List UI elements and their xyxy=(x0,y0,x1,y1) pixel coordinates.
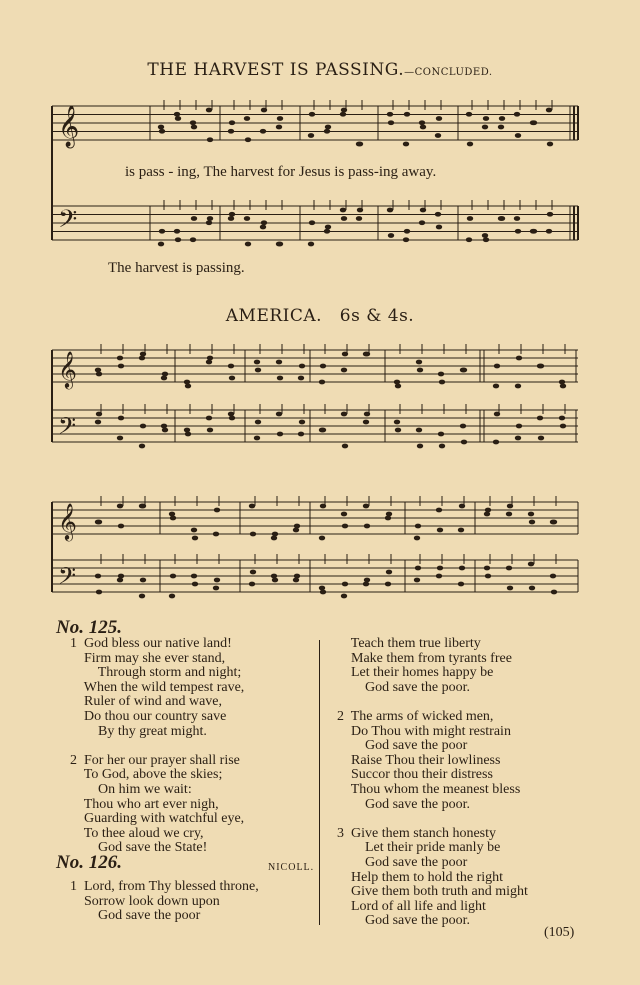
note-head xyxy=(414,536,420,541)
note-head xyxy=(551,520,557,525)
note-head xyxy=(415,566,421,571)
note-head xyxy=(95,368,101,373)
note-head xyxy=(461,368,467,373)
america-meter: 6s & 4s. xyxy=(339,306,415,326)
note-head xyxy=(170,574,176,579)
note-head xyxy=(96,520,102,525)
svg-text:𝄞: 𝄞 xyxy=(58,502,77,540)
note-head xyxy=(255,368,261,373)
note-head xyxy=(117,356,123,361)
note-head xyxy=(559,380,565,385)
note-head xyxy=(363,420,369,425)
note-head xyxy=(341,594,347,599)
note-head xyxy=(528,562,534,567)
note-head xyxy=(255,420,261,425)
verse-line: Through storm and night; xyxy=(70,665,242,681)
note-head xyxy=(485,508,491,513)
note-head xyxy=(386,570,392,575)
note-head xyxy=(118,364,124,369)
verse-line: Help them to hold the right xyxy=(337,869,504,885)
note-head xyxy=(184,380,190,385)
note-head xyxy=(319,586,325,591)
verse-line: Let their homes happy be xyxy=(337,665,494,681)
note-head xyxy=(169,594,175,599)
note-head xyxy=(118,524,124,529)
note-head xyxy=(206,360,212,365)
america-title-text: AMERICA. xyxy=(225,306,323,326)
note-head xyxy=(559,416,565,421)
note-head xyxy=(437,528,443,533)
note-head xyxy=(214,508,220,513)
note-head xyxy=(395,384,401,389)
note-head xyxy=(364,524,370,529)
note-head xyxy=(95,420,101,425)
note-head xyxy=(139,356,145,361)
note-head xyxy=(118,416,124,421)
note-head xyxy=(529,586,535,591)
note-head xyxy=(538,364,544,369)
note-head xyxy=(139,594,145,599)
note-head xyxy=(459,566,465,571)
note-head xyxy=(169,512,175,517)
note-head xyxy=(185,384,191,389)
note-head xyxy=(191,528,197,533)
note-head xyxy=(96,590,102,595)
verse-line: 1 God bless our native land! xyxy=(70,636,232,651)
note-head xyxy=(250,570,256,575)
note-head xyxy=(277,432,283,437)
note-head xyxy=(528,512,534,517)
note-head xyxy=(364,578,370,583)
note-head xyxy=(294,524,300,529)
note-head xyxy=(294,574,300,579)
note-head xyxy=(207,428,213,433)
note-head xyxy=(415,524,421,529)
note-head xyxy=(550,574,556,579)
note-head xyxy=(185,432,191,437)
note-head xyxy=(341,512,347,517)
svg-text:𝄞: 𝄞 xyxy=(58,106,80,147)
harvest-title-text: THE HARVEST IS PASSING. xyxy=(147,60,405,80)
note-head xyxy=(272,532,278,537)
note-head xyxy=(394,380,400,385)
verse-line: Lord of all life and light xyxy=(337,898,486,914)
note-head xyxy=(319,536,325,541)
note-head xyxy=(493,384,499,389)
note-head xyxy=(363,504,369,509)
verse-line: God save the poor xyxy=(337,738,468,754)
harvest-lyric-lower: The harvest is passing. xyxy=(108,260,245,276)
note-head xyxy=(161,424,167,429)
verse-line: Do thou our country save xyxy=(70,708,227,724)
verse-line: 1 Lord, from Thy blessed throne, xyxy=(70,879,259,894)
note-head xyxy=(213,586,219,591)
note-head xyxy=(385,516,391,521)
note-head xyxy=(254,360,260,365)
note-head xyxy=(117,436,123,441)
note-head xyxy=(213,532,219,537)
note-head xyxy=(162,372,168,377)
note-head xyxy=(117,578,123,583)
note-head xyxy=(320,590,326,595)
note-head xyxy=(320,364,326,369)
verse-line: Firm may she ever stand, xyxy=(70,650,226,666)
verse-line: Do Thou with might restrain xyxy=(337,723,511,739)
note-head xyxy=(439,380,445,385)
note-head xyxy=(516,424,522,429)
verse-line: God save the poor xyxy=(337,854,468,870)
note-head xyxy=(95,574,101,579)
verse-line: God save the poor. xyxy=(337,913,470,929)
note-head xyxy=(461,440,467,445)
note-head xyxy=(249,582,255,587)
hymn-126-composer: NICOLL. xyxy=(268,862,315,873)
verse-line: On him we wait: xyxy=(70,781,192,797)
note-head xyxy=(515,436,521,441)
note-head xyxy=(207,356,213,361)
note-head xyxy=(414,578,420,583)
note-head xyxy=(506,512,512,517)
note-head xyxy=(560,424,566,429)
verse-line: 2 For her our prayer shall rise xyxy=(70,752,240,768)
note-head xyxy=(437,566,443,571)
note-head xyxy=(529,520,535,525)
note-head xyxy=(271,574,277,579)
verse-line: Make them from tyrants free xyxy=(337,650,512,666)
note-head xyxy=(277,376,283,381)
note-head xyxy=(139,444,145,449)
note-head xyxy=(436,508,442,513)
verse-line: God save the poor xyxy=(70,908,201,924)
note-head xyxy=(417,368,423,373)
note-head xyxy=(293,578,299,583)
verse-line: God save the poor. xyxy=(337,679,470,695)
note-head xyxy=(439,444,445,449)
note-head xyxy=(416,428,422,433)
note-head xyxy=(484,566,490,571)
note-head xyxy=(342,524,348,529)
note-head xyxy=(272,578,278,583)
note-head xyxy=(516,356,522,361)
note-head xyxy=(118,574,124,579)
note-head xyxy=(229,416,235,421)
note-head xyxy=(416,360,422,365)
note-head xyxy=(298,432,304,437)
note-head xyxy=(342,444,348,449)
note-head xyxy=(192,582,198,587)
note-head xyxy=(386,512,392,517)
note-head xyxy=(341,368,347,373)
note-head xyxy=(228,412,234,417)
note-head xyxy=(161,376,167,381)
note-head xyxy=(191,574,197,579)
note-head xyxy=(395,428,401,433)
note-head xyxy=(140,578,146,583)
column-divider xyxy=(319,640,320,925)
verse-line: Succor thou their distress xyxy=(337,767,493,783)
note-head xyxy=(299,364,305,369)
note-head xyxy=(117,504,123,509)
verse-line xyxy=(337,812,528,827)
verse-line: Thou who art ever nigh, xyxy=(70,796,219,812)
verse-line: Sorrow look down upon xyxy=(70,893,220,909)
verse-line: 2 The arms of wicked men, xyxy=(337,708,494,724)
verse-line: To God, above the skies; xyxy=(70,767,223,783)
verse-line: Teach them true liberty xyxy=(337,636,481,651)
note-head xyxy=(560,384,566,389)
note-head xyxy=(276,412,282,417)
note-head xyxy=(460,424,466,429)
hymn-126-verse-1 xyxy=(70,880,259,924)
svg-text:𝄢: 𝄢 xyxy=(58,412,77,445)
note-head xyxy=(249,504,255,509)
note-head xyxy=(484,512,490,517)
note-head xyxy=(436,574,442,579)
verse-line: Guarding with watchful eye, xyxy=(70,811,245,827)
note-head xyxy=(537,416,543,421)
hymn-125-verses xyxy=(70,637,244,856)
note-head xyxy=(96,372,102,377)
note-head xyxy=(551,590,557,595)
note-head xyxy=(438,372,444,377)
note-head xyxy=(538,436,544,441)
note-head xyxy=(458,528,464,533)
svg-text:𝄢: 𝄢 xyxy=(58,205,78,240)
verse-line: God save the State! xyxy=(70,840,208,856)
note-head xyxy=(250,532,256,537)
svg-text:𝄢: 𝄢 xyxy=(58,562,77,595)
note-head xyxy=(394,420,400,425)
note-head xyxy=(438,432,444,437)
note-head xyxy=(485,574,491,579)
verse-line: Thou whom the meanest bless xyxy=(337,781,521,797)
page-number: (105) xyxy=(544,925,575,940)
note-head xyxy=(385,582,391,587)
note-head xyxy=(214,578,220,583)
note-head xyxy=(515,384,521,389)
note-head xyxy=(298,376,304,381)
verse-line: When the wild tempest rave, xyxy=(70,679,245,695)
note-head xyxy=(271,536,277,541)
note-head xyxy=(170,516,176,521)
verse-line: Ruler of wind and wave, xyxy=(70,694,223,710)
note-head xyxy=(140,424,146,429)
note-head xyxy=(293,528,299,533)
note-head xyxy=(229,376,235,381)
svg-text:𝄞: 𝄞 xyxy=(58,350,77,388)
note-head xyxy=(319,380,325,385)
verse-line: 3 Give them stanch honesty xyxy=(337,825,497,841)
hymn-126-verses-continued xyxy=(337,637,528,929)
note-head xyxy=(493,440,499,445)
note-head xyxy=(184,428,190,433)
verse-line: Raise Thou their lowliness xyxy=(337,752,501,768)
note-head xyxy=(192,536,198,541)
verse-line xyxy=(70,739,244,754)
verse-line: By thy great might. xyxy=(70,723,207,739)
hymn-125-number: No. 125. xyxy=(56,617,122,638)
harvest-lyric-upper: is pass - ing, The harvest for Jesus is pass-ing away. xyxy=(125,164,437,180)
harvest-subtitle: —CONCLUDED. xyxy=(404,67,493,78)
note-head xyxy=(228,364,234,369)
note-head xyxy=(276,360,282,365)
note-head xyxy=(320,428,326,433)
note-head xyxy=(254,436,260,441)
verse-line: Let their pride manly be xyxy=(337,840,501,856)
verse-line: To thee aloud we cry, xyxy=(70,825,204,841)
note-head xyxy=(417,444,423,449)
note-head xyxy=(162,428,168,433)
verse-line xyxy=(337,695,528,710)
hymn-126-number: No. 126. xyxy=(56,852,122,873)
verse-line: God save the poor. xyxy=(337,796,470,812)
note-head xyxy=(506,566,512,571)
verse-line: Give them both truth and might xyxy=(337,884,528,900)
note-head xyxy=(363,582,369,587)
note-head xyxy=(206,416,212,421)
note-head xyxy=(458,582,464,587)
note-head xyxy=(341,412,347,417)
note-head xyxy=(342,582,348,587)
note-head xyxy=(507,586,513,591)
note-head xyxy=(494,364,500,369)
note-head xyxy=(299,420,305,425)
